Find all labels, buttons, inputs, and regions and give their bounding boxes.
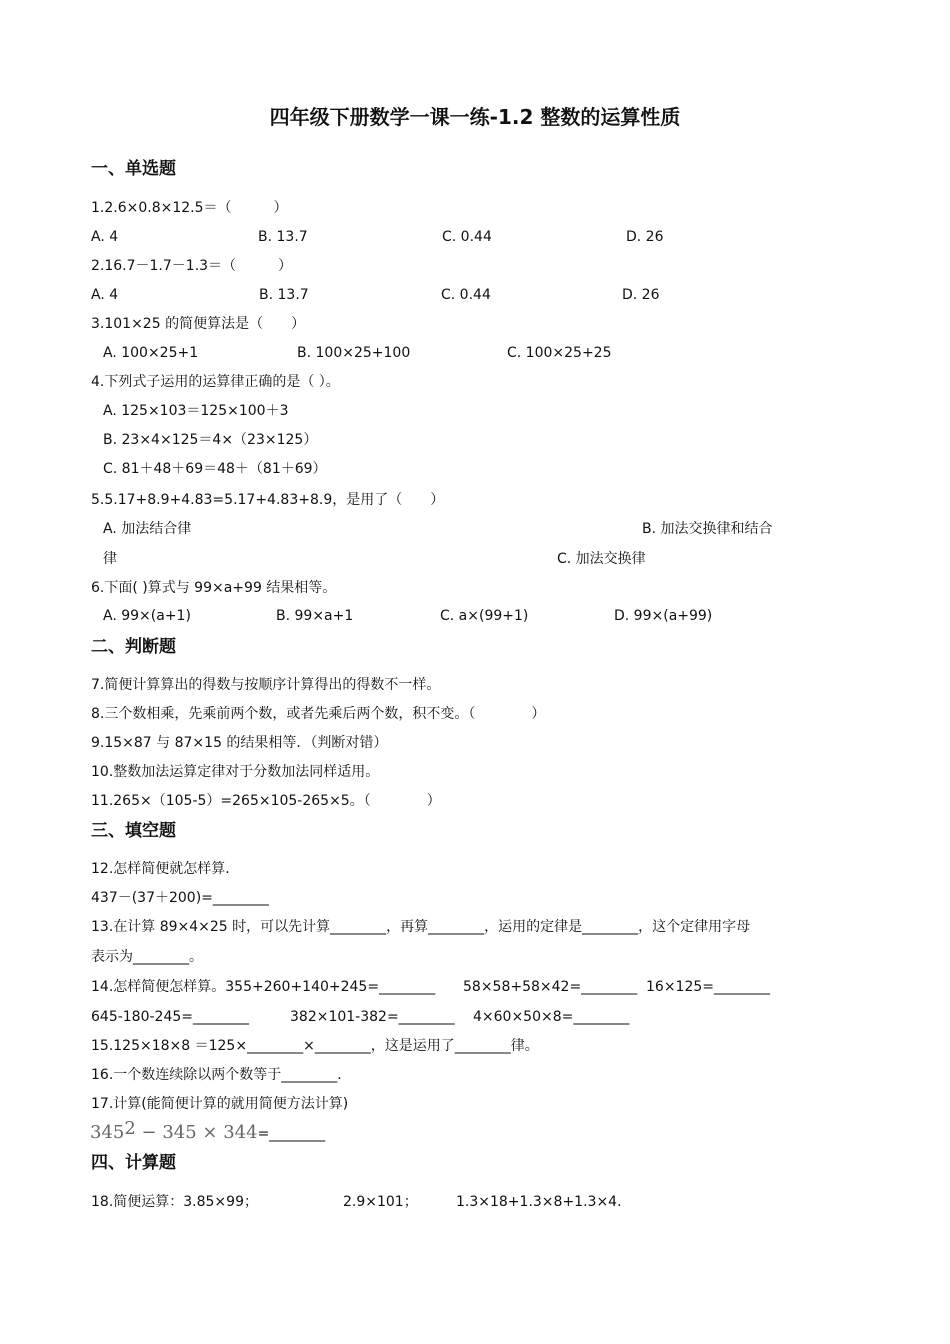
question-14-item-4: 645-180-245=________: [91, 1009, 249, 1025]
question-13-line-2: 表示为________。: [91, 949, 203, 965]
question-13-line-1: 13.在计算 89×4×25 时，可以先计算________，再算________，运用的定律是________，这个定律用字母: [91, 919, 751, 935]
question-6-stem: 6.下面( )算式与 99×a+99 结果相等。: [91, 580, 337, 596]
page-title: 四年级下册数学一课一练-1.2 整数的运算性质: [269, 105, 681, 129]
question-9: 9.15×87 与 87×15 的结果相等．（判断对错）: [91, 735, 388, 751]
question-1-stem: 1.2.6×0.8×12.5＝（ ）: [91, 200, 288, 216]
question-6-option-b: B. 99×a+1: [276, 608, 354, 624]
formula-blank: =________: [257, 1126, 326, 1142]
question-14-item-3: 16×125=________: [646, 979, 770, 995]
question-3-option-b: B. 100×25+100: [297, 345, 411, 361]
question-2-option-b: B. 13.7: [259, 287, 309, 303]
question-1-option-c: C. 0.44: [442, 229, 492, 245]
section-heading-calculation: 四、计算题: [91, 1153, 176, 1173]
question-8: 8.三个数相乘，先乘前两个数，或者先乘后两个数，积不变。（ ）: [91, 706, 546, 722]
question-4-option-a: A. 125×103＝125×100＋3: [103, 403, 289, 419]
question-3-stem: 3.101×25 的简便算法是（ ）: [91, 316, 306, 332]
question-18-item-1: 18.简便运算：3.85×99；: [91, 1194, 258, 1210]
question-14-item-2: 58×58+58×42=________: [463, 979, 638, 995]
formula-base: 345: [90, 1122, 125, 1143]
question-17-formula: [90, 1118, 326, 1145]
question-5-option-b-continued: 律: [103, 551, 117, 567]
question-17-stem: 17.计算(能简便计算的就用简便方法计算): [91, 1096, 349, 1112]
question-5-option-b: B. 加法交换律和结合: [642, 521, 773, 537]
question-5-option-c: C. 加法交换律: [557, 551, 646, 567]
question-10: 10.整数加法运算定律对于分数加法同样适用。: [91, 764, 380, 780]
question-12-stem: 12.怎样简便就怎样算．: [91, 861, 240, 877]
question-1-option-d: D. 26: [626, 229, 664, 245]
formula-exponent: 2: [124, 1118, 136, 1139]
question-14-item-5: 382×101-382=________: [290, 1009, 455, 1025]
question-18-item-2: 2.9×101；: [343, 1194, 418, 1210]
section-heading-true-false: 二、判断题: [91, 637, 176, 657]
question-5-stem: 5.5.17+8.9+4.83=5.17+4.83+8.9，是用了（ ）: [91, 492, 445, 508]
question-18-item-3: 1.3×18+1.3×8+1.3×4．: [456, 1194, 632, 1210]
question-6-option-a: A. 99×(a+1): [103, 608, 191, 624]
question-3-option-c: C. 100×25+25: [507, 345, 612, 361]
question-3-option-a: A. 100×25+1: [103, 345, 199, 361]
question-5-option-a: A. 加法结合律: [103, 521, 192, 537]
question-4-option-c: C. 81＋48＋69＝48＋（81＋69）: [103, 461, 327, 477]
question-4-option-b: B. 23×4×125＝4×（23×125）: [103, 432, 318, 448]
question-2-option-d: D. 26: [622, 287, 660, 303]
question-12-expression: 437－(37＋200)=________: [91, 890, 269, 906]
section-heading-fill-blank: 三、填空题: [91, 821, 176, 841]
question-1-option-a: A. 4: [91, 229, 119, 245]
question-6-option-c: C. a×(99+1): [440, 608, 529, 624]
question-2-option-a: A. 4: [91, 287, 119, 303]
question-14-item-6: 4×60×50×8=________: [473, 1009, 630, 1025]
question-14-item-1: 14.怎样简便怎样算。355+260+140+245=________: [91, 979, 436, 995]
question-4-stem: 4.下列式子运用的运算律正确的是（ ）。: [91, 374, 340, 390]
section-heading-single-choice: 一、单选题: [91, 159, 176, 179]
question-15: 15.125×18×8 ＝125×________×________，这是运用了________律。: [91, 1038, 539, 1054]
question-7: 7.简便计算算出的得数与按顺序计算得出的得数不一样。: [91, 677, 441, 693]
question-11: 11.265×（105-5）=265×105-265×5。（ ）: [91, 793, 441, 809]
question-16: 16.一个数连续除以两个数等于________.: [91, 1067, 342, 1083]
formula-rest: − 345 × 344: [135, 1122, 258, 1143]
question-2-stem: 2.16.7－1.7－1.3＝（ ）: [91, 258, 293, 274]
question-1-option-b: B. 13.7: [258, 229, 308, 245]
question-2-option-c: C. 0.44: [441, 287, 491, 303]
question-6-option-d: D. 99×(a+99): [614, 608, 713, 624]
